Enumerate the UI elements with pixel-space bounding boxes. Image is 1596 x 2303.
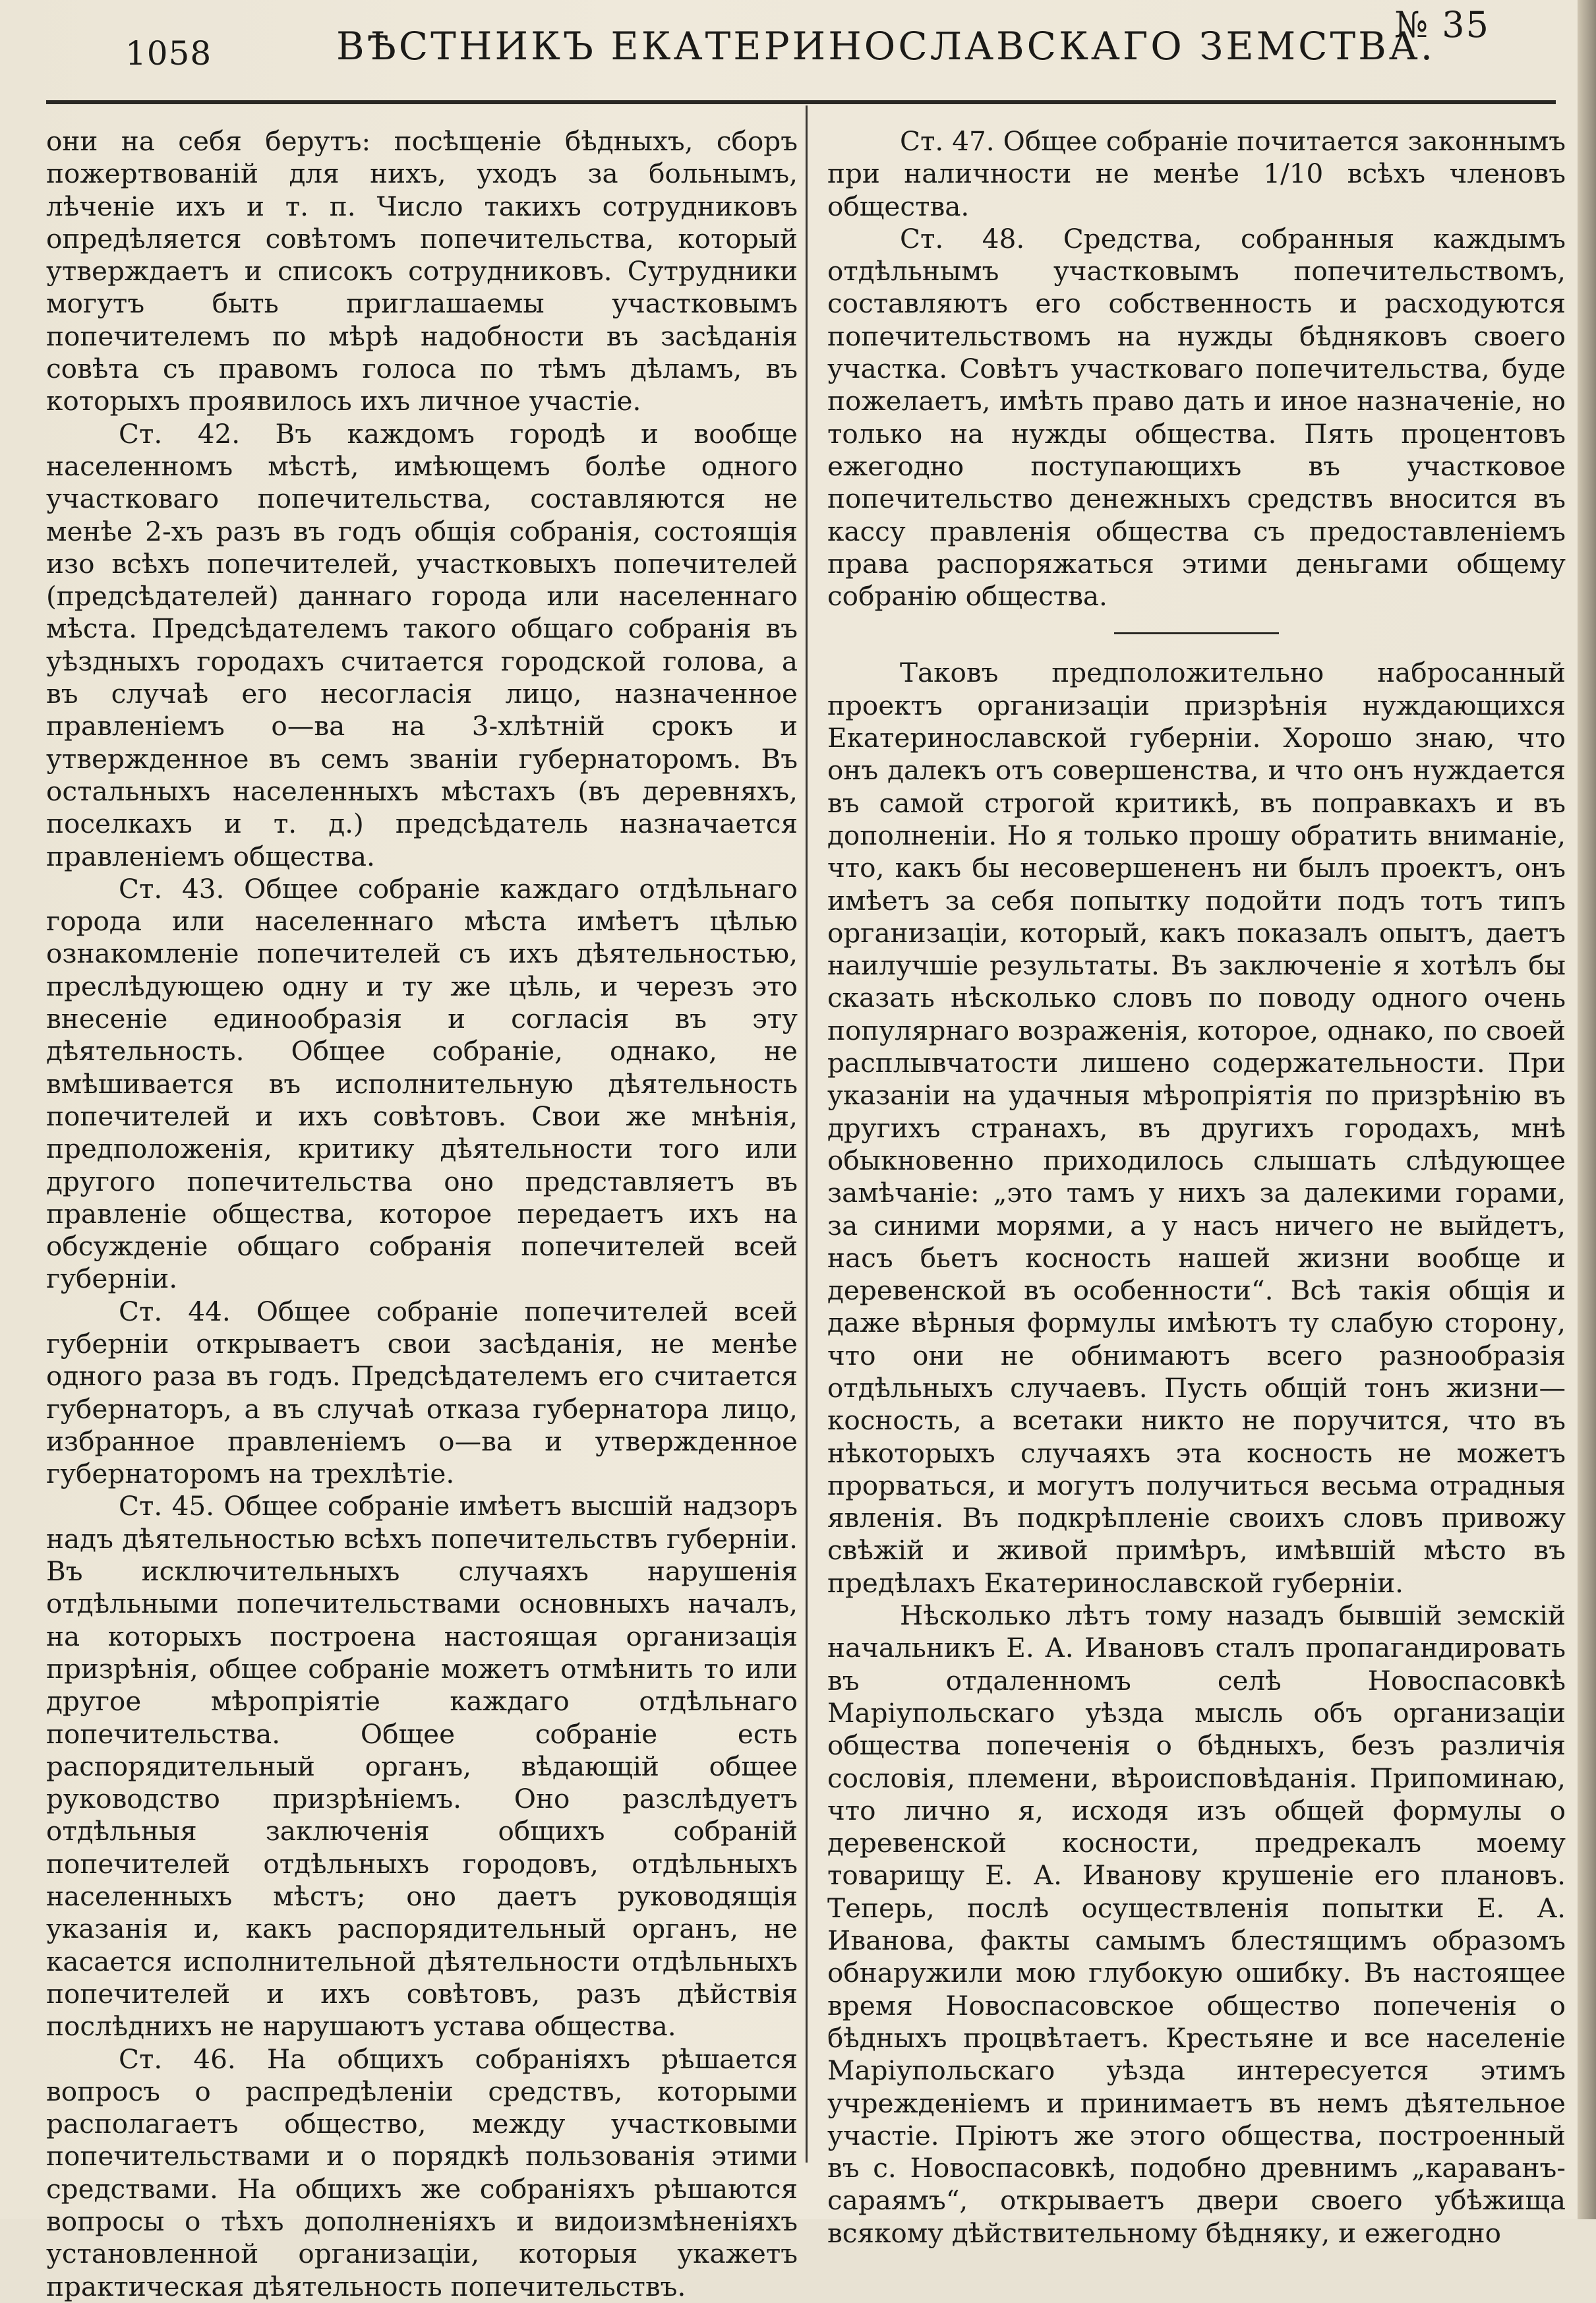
article-46: Ст. 46. На общихъ собраніяхъ рѣшается вопросъ о распредѣленіи средствъ, которыми располагаетъ общество, между участковыми попечительствами и о порядкѣ пользованія этими средствами. На общихъ же собраніяхъ рѣшаются вопросы о тѣхъ дополненіяхъ и видоизмѣненіяхъ установленной организаціи, которыя укажетъ практическая дѣятельность попечительствъ. <box>46 2043 798 2302</box>
issue-number: № 35 <box>1394 4 1490 45</box>
example-paragraph: Нѣсколько лѣтъ тому назадъ бывшій земскій начальникъ Е. А. Ивановъ сталъ пропагандировать въ отдаленномъ селѣ Новоспасовкѣ Маріупольскаго уѣзда мысль объ организаціи общества попеченія о бѣдныхъ, безъ различія сословія, племени, вѣроисповѣданія. Припоминаю, что лично я, исходя изъ общей формулы о деревенской косности, предрекалъ моему товарищу Е. А. Иванову крушеніе его плановъ. Теперь, послѣ осуществленія попытки Е. А. Иванова, факты самымъ блестящимъ образомъ обнаружили мою глубокую ошибку. Въ настоящее время Новоспасовское общество попеченія о бѣдныхъ процвѣтаетъ. Крестьяне и все населеніе Маріупольскаго уѣзда интересуется этимъ учрежденіемъ и принимаетъ въ немъ дѣятельное участіе. Пріютъ же этого общества, построенный въ с. Новоспасовкѣ, подобно древнимъ „караванъ-сараямъ“, открываетъ двери своего убѣжища всякому дѣйствительному бѣдняку, и ежегодно <box>827 1600 1566 2249</box>
article-45: Ст. 45. Общее собраніе имѣетъ высшій надзоръ надъ дѣятельностью всѣхъ попечительствъ губерніи. Въ исключительныхъ случаяхъ нарушенія отдѣльными попечительствами основныхъ началъ, на которыхъ построена настоящая организація призрѣнія, общее собраніе можетъ отмѣнить то или другое мѣропріятіе каждаго отдѣльнаго попечительства. Общее собраніе есть распорядительный органъ, вѣдающій общее руководство призрѣніемъ. Оно разслѣдуетъ отдѣльныя заключенія общихъ собраній попечителей отдѣльныхъ городовъ, отдѣльныхъ населенныхъ мѣстъ; оно даетъ руководящія указанія и, какъ распорядительный органъ, не касается исполнительной дѣятельности отдѣльныхъ попечителей и ихъ совѣтовъ, разъ дѣйствія послѣднихъ не нарушаютъ устава общества. <box>46 1490 798 2043</box>
page-number: 1058 <box>125 34 212 73</box>
article-47: Ст. 47. Общее собраніе почитается законнымъ при наличности не менѣе 1/10 всѣхъ членовъ общества. <box>827 125 1566 222</box>
section-divider <box>1114 632 1279 634</box>
right-column <box>827 125 1566 2250</box>
left-column <box>46 125 798 2303</box>
article-43: Ст. 43. Общее собраніе каждаго отдѣльнаго города или населеннаго мѣста имѣетъ цѣлью ознакомленіе попечителей съ ихъ дѣятельностью, преслѣдующею одну и ту же цѣль, и черезъ это внесеніе единообразія и согласія въ эту дѣятельность. Общее собраніе, однако, не вмѣшивается въ исполнительную дѣятельность попечителей и ихъ совѣтовъ. Свои же мнѣнія, предположенія, критику дѣятельности того или другого попечительства оно представляетъ въ правленіе общества, которое передаетъ ихъ на обсужденіе общаго собранія попечителей всей губерніи. <box>46 872 798 1295</box>
article-42: Ст. 42. Въ каждомъ городѣ и вообще населенномъ мѣстѣ, имѣющемъ болѣе одного участковаго попечительства, составляются не менѣе 2-хъ разъ въ годъ общія собранія, состоящія изо всѣхъ попечителей, участковыхъ попечителей (предсѣдателей) даннаго города или населеннаго мѣста. Предсѣдателемъ такого общаго собранія въ уѣздныхъ городахъ считается городской голова, а въ случаѣ его несогласія лицо, назначенное правленіемъ о—ва на 3-хлѣтній срокъ и утвержденное въ семъ званіи губернаторомъ. Въ остальныхъ населенныхъ мѣстахъ (въ деревняхъ, поселкахъ и т. д.) предсѣдатель назначается правленіемъ общества. <box>46 417 798 872</box>
header-rule <box>46 100 1556 104</box>
page-header <box>0 0 1596 92</box>
article-48: Ст. 48. Средства, собранныя каждымъ отдѣльнымъ участковымъ попечительствомъ, составляютъ его собственность и расходуются попечительствомъ на нужды бѣдняковъ своего участка. Совѣтъ участковаго попечительства, буде пожелаетъ, имѣть право дать и иное назначеніе, но только на нужды общества. Пять процентовъ ежегодно поступающихъ въ участковое попечительство денежныхъ средствъ вносится въ кассу правленія общества съ предоставленіемъ права распоряжаться этими деньгами общему собранію общества. <box>827 222 1566 613</box>
column-divider <box>806 105 808 2163</box>
journal-title: ВѢСТНИКЪ ЕКАТЕРИНОСЛАВСКАГО ЗЕМСТВА. <box>336 24 1436 69</box>
article-44: Ст. 44. Общее собраніе попечителей всей губерніи открываетъ свои засѣданія, не менѣе одного раза въ годъ. Предсѣдателемъ его считается губернаторъ, а въ случаѣ отказа губернатора лицо, избранное правленіемъ о—ва и утвержденное губернаторомъ на трехлѣтіе. <box>46 1295 798 1490</box>
commentary-paragraph: Таковъ предположительно набросанный проектъ организаціи призрѣнія нуждающихся Екатеринославской губерніи. Хорошо знаю, что онъ далекъ отъ совершенства, и что онъ нуждается въ самой строгой критикѣ, въ поправкахъ и въ дополненіи. Но я только прошу обратить вниманіе, что, какъ бы несовершененъ ни былъ проектъ, онъ имѣетъ за себя попытку подойти подъ тотъ типъ организаціи, который, какъ показалъ опытъ, даетъ наилучшіе результаты. Въ заключеніе я хотѣлъ бы сказать нѣсколько словъ по поводу одного очень популярнаго возраженія, которое, однако, по своей расплывчатости лишено содержательности. При указаніи на удачныя мѣропріятія по призрѣнію въ другихъ странахъ, въ другихъ городахъ, мнѣ обыкновенно приходилось слышать слѣдующее замѣчаніе: „это тамъ у нихъ за далекими горами, за синими морями, а у насъ ничего не выйдетъ, насъ бьетъ косность нашей жизни вообще и деревенской въ особенности“. Всѣ такія общія и даже вѣрныя формулы имѣютъ ту слабую сторону, что они не обнимаютъ всего разнообразія отдѣльныхъ случаевъ. Пусть общій тонъ жизни—косность, а всетаки никто не поручится, что въ нѣкоторыхъ случаяхъ эта косность не можетъ прорваться, и могутъ получиться весьма отрадныя явленія. Въ подкрѣпленіе своихъ словъ привожу свѣжій и живой примѣръ, имѣвшій мѣсто въ предѣлахъ Екатеринославской губерніи. <box>827 657 1566 1599</box>
paragraph-continuation: они на себя берутъ: посѣщеніе бѣдныхъ, сборъ пожертвованій для нихъ, уходъ за больнымъ, лѣченіе ихъ и т. п. Число такихъ сотрудниковъ опредѣляется совѣтомъ попечительства, который утверждаетъ и списокъ сотрудниковъ. Сутрудники могутъ быть приглашаемы участковымъ попечителемъ по мѣрѣ надобности въ засѣданія совѣта съ правомъ голоса по тѣмъ дѣламъ, въ которыхъ проявилось ихъ личное участіе. <box>46 125 798 417</box>
page-edge <box>1578 0 1596 2219</box>
